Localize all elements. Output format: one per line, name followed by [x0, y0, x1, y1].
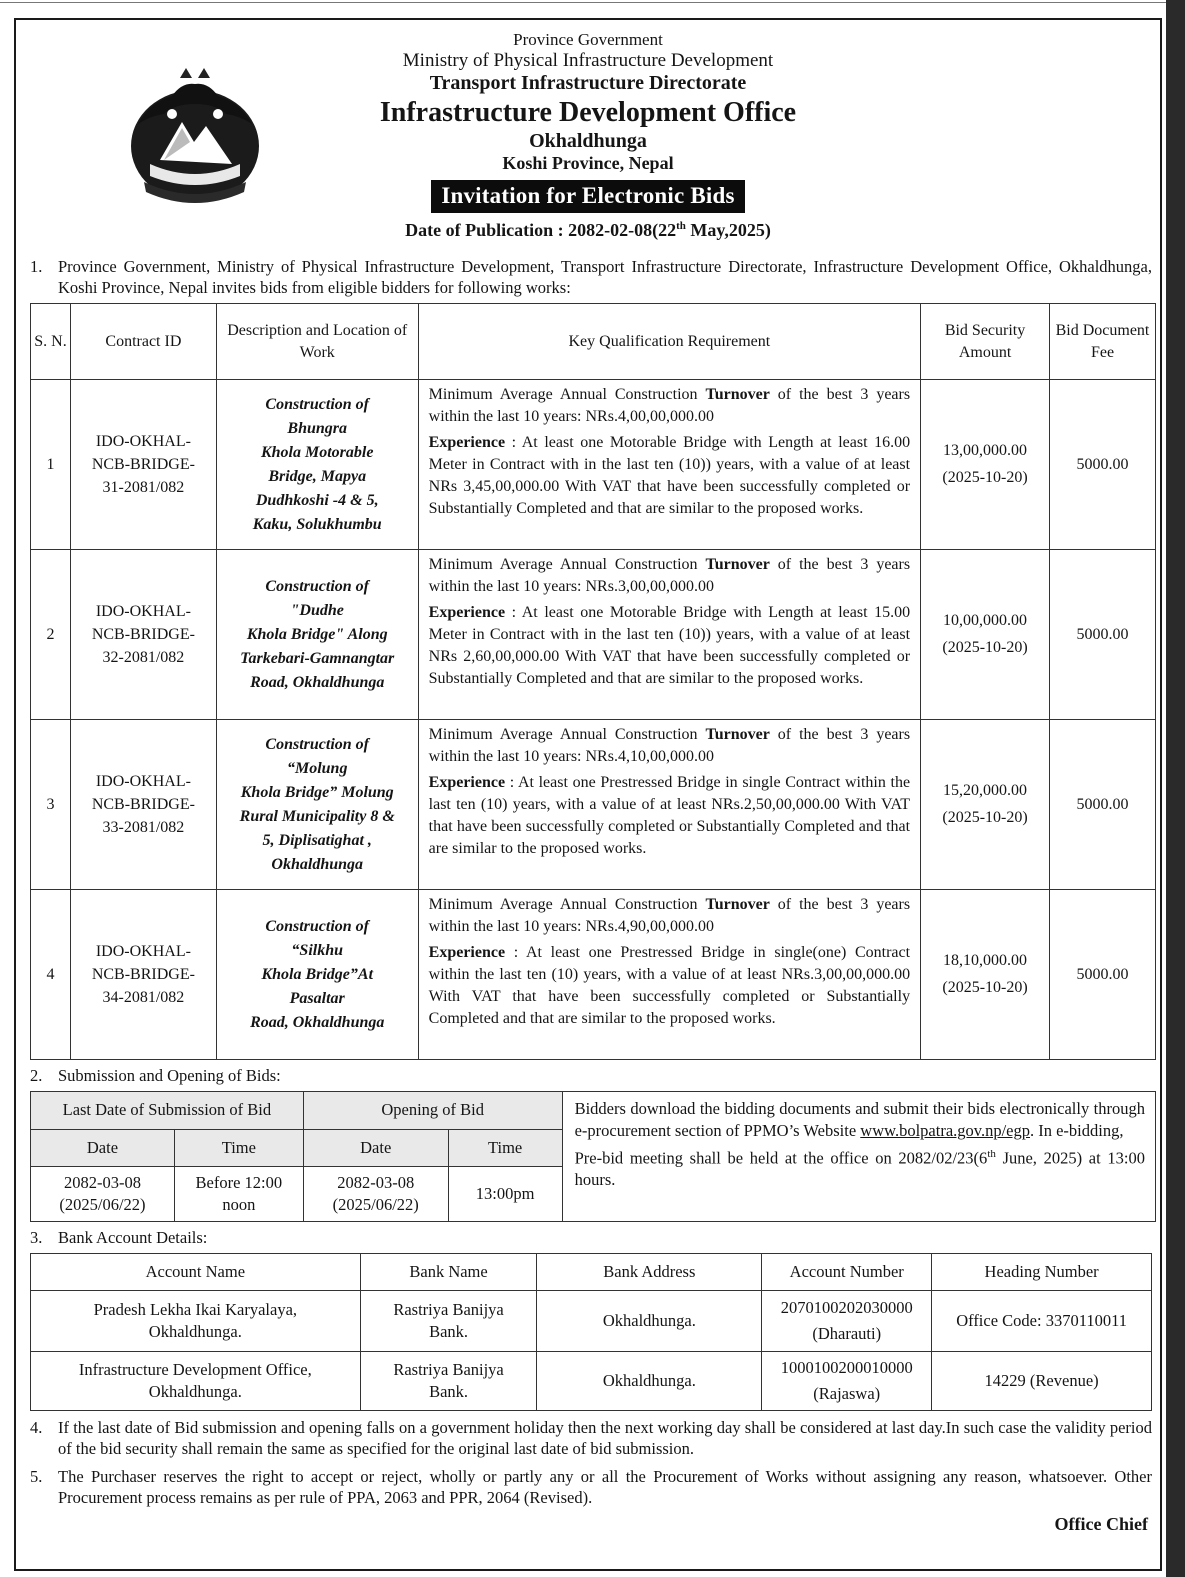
notice-title: Invitation for Electronic Bids: [431, 180, 744, 212]
account-number: 2070100202030000 (Dharauti): [762, 1291, 932, 1352]
table-row: [31, 890, 1156, 1060]
row-security: 18,10,000.00 (2025-10-20): [921, 890, 1050, 1060]
account-name: Pradesh Lekha Ikai Karyalaya, Okhaldhunga.: [31, 1291, 361, 1352]
table-row: [31, 380, 1156, 550]
directorate-name: Transport Infrastructure Directorate: [429, 72, 747, 95]
header-account-number: Account Number: [762, 1254, 932, 1291]
row-security: 13,00,000.00 (2025-10-20): [921, 380, 1050, 550]
open-time: 13:00pm: [448, 1167, 562, 1222]
intro-paragraph: 1. Province Government, Ministry of Physical Infrastructure Development, Transport Infrastructure Directorate, Infrastructure Development Office, Okhaldhunga, Koshi Province, Nepal invites bids from eligible bidders for following works:: [30, 257, 1152, 298]
submission-heading: 2. Submission and Opening of Bids:: [30, 1066, 281, 1085]
submit-date-label: Date: [31, 1130, 175, 1167]
row-requirement: [418, 720, 920, 890]
row-requirement: [418, 550, 920, 720]
submit-time: Before 12:00 noon: [174, 1167, 303, 1222]
right-edge-bar: [1166, 0, 1185, 1577]
row-sn: 4: [31, 890, 71, 1060]
submit-date: 2082-03-08 (2025/06/22): [31, 1167, 175, 1222]
header-heading-number: Heading Number: [932, 1254, 1152, 1291]
pre-bid-meeting-note: Pre-bid meeting shall be held at the office on 2082/02/23(6th June, 2025) at 13:00 hours.: [574, 1147, 1145, 1190]
row-fee: 5000.00: [1050, 550, 1156, 720]
row-fee: 5000.00: [1050, 380, 1156, 550]
submit-time-label: Time: [174, 1130, 303, 1167]
table-row: [31, 720, 1156, 890]
row-description: Construction of “Silkhu Khola Bridge”At Pasaltar Road, Okhaldhunga: [216, 890, 418, 1060]
row-description: Construction of Bhungra Khola Motorable Bridge, Mapya Dudhkoshi -4 & 5, Kaku, Solukhumbu: [216, 380, 418, 550]
row-contract-id: IDO-OKHAL- NCB-BRIDGE- 33-2081/082: [70, 720, 216, 890]
e-bidding-note: Bidders download the bidding documents and submit their bids electronically through e-procurement section of PPMO’s Website www.bolpatra.gov.np/egp. In e-bidding,: [574, 1099, 1145, 1141]
bank-address: Okhaldhunga.: [537, 1352, 762, 1411]
row-contract-id: IDO-OKHAL- NCB-BRIDGE- 32-2081/082: [70, 550, 216, 720]
turnover-requirement: Minimum Average Annual Construction Turnover of the best 3 years within the last 10 years: NRs.4,10,00,000.00: [428, 726, 911, 766]
bid-notice-page: [14, 18, 1162, 1571]
turnover-requirement: Minimum Average Annual Construction Turnover of the best 3 years within the last 10 years: NRs.3,00,00,000.00: [428, 556, 911, 596]
experience-requirement: Experience : At least one Motorable Bridge with Length at least 16.00 Meter in Contract with in the last ten (10)) years, with a value of at least NRs 3,45,00,000.00 With VAT that have been successfully completed or Substantially Completed and that are similar to the proposed works.: [428, 434, 911, 518]
turnover-requirement: Minimum Average Annual Construction Turnover of the best 3 years within the last 10 years: NRs.4,90,00,000.00: [428, 896, 911, 936]
row-requirement: [418, 890, 920, 1060]
heading-number: Office Code: 3370110011: [932, 1291, 1152, 1352]
works-header-row: [31, 304, 1156, 380]
bank-address: Okhaldhunga.: [537, 1291, 762, 1352]
province-name: Koshi Province, Nepal: [502, 153, 674, 174]
bank-heading: 3. Bank Account Details:: [30, 1228, 208, 1247]
row-sn: 3: [31, 720, 71, 890]
submission-table: [30, 1091, 1156, 1222]
row-sn: 2: [31, 550, 71, 720]
holiday-note: 4. If the last date of Bid submission and opening falls on a government holiday then the next working day shall be considered at last day.In such case the validity period of the bid security shall remain the same as specified for the original last date of bid submission.: [30, 1418, 1152, 1459]
office-name: Infrastructure Development Office: [379, 97, 797, 129]
account-number: 1000100200010000 (Rajaswa): [762, 1352, 932, 1411]
row-description: Construction of “Molung Khola Bridge” Molung Rural Municipality 8 & 5, Diplisatighat , Okhaldhunga: [216, 720, 418, 890]
ppmo-website-link[interactable]: www.bolpatra.gov.np/egp: [860, 1121, 1030, 1141]
account-name: Infrastructure Development Office, Okhaldhunga.: [31, 1352, 361, 1411]
header-security: Bid Security Amount: [921, 304, 1050, 380]
header-account-name: Account Name: [31, 1254, 361, 1291]
works-table: [30, 303, 1156, 1060]
table-row: [31, 550, 1156, 720]
row-fee: 5000.00: [1050, 720, 1156, 890]
row-fee: 5000.00: [1050, 890, 1156, 1060]
experience-requirement: Experience : At least one Motorable Bridge with Length at least 15.00 Meter in Contract with in the last ten (10)) years, with a value of at least NRs 2,60,00,000.00 With VAT that have been successfully completed or Substantially Completed and that are similar to the proposed works.: [428, 604, 911, 688]
letterhead: [16, 30, 1160, 241]
bank-name: Rastriya Banijya Bank.: [360, 1291, 537, 1352]
row-sn: 1: [31, 380, 71, 550]
open-date-label: Date: [303, 1130, 448, 1167]
header-sn: S. N.: [31, 304, 71, 380]
district-name: Okhaldhunga: [529, 129, 647, 152]
bank-name: Rastriya Banijya Bank.: [360, 1352, 537, 1411]
row-description: Construction of "Dudhe Khola Bridge" Along Tarkebari-Gamnangtar Road, Okhaldhunga: [216, 550, 418, 720]
row-security: 10,00,000.00 (2025-10-20): [921, 550, 1050, 720]
turnover-requirement: Minimum Average Annual Construction Turnover of the best 3 years within the last 10 years: NRs.4,00,00,000.00: [428, 386, 911, 426]
open-date: 2082-03-08 (2025/06/22): [303, 1167, 448, 1222]
row-contract-id: IDO-OKHAL- NCB-BRIDGE- 31-2081/082: [70, 380, 216, 550]
row-contract-id: IDO-OKHAL- NCB-BRIDGE- 34-2081/082: [70, 890, 216, 1060]
experience-requirement: Experience : At least one Prestressed Bridge in single(one) Contract within the last ten (10) years, with a value of at least NRs.3,00,00,000.00 With VAT that have been successfully completed or Substantially Completed and that are similar to the proposed works.: [428, 944, 911, 1028]
header-bank-address: Bank Address: [537, 1254, 762, 1291]
header-description: Description and Location of Work: [216, 304, 418, 380]
bank-header-row: [31, 1254, 1152, 1291]
purchaser-rights-note: 5. The Purchaser reserves the right to accept or reject, wholly or partly any or all the Procurement of Works without assigning any reason, whatsoever. Other Procurement process remains as per rule of PPA, 2063 and PPR, 2064 (Revised).: [30, 1467, 1152, 1508]
top-border-line: [0, 2, 1166, 3]
open-time-label: Time: [448, 1130, 562, 1167]
opening-header: Opening of Bid: [303, 1092, 562, 1130]
ministry-name: Ministry of Physical Infrastructure Development: [402, 50, 774, 72]
header-bank-name: Bank Name: [360, 1254, 537, 1291]
government-name: Province Government: [513, 30, 663, 49]
table-row: [31, 1352, 1152, 1411]
header-contract-id: Contract ID: [70, 304, 216, 380]
last-date-header: Last Date of Submission of Bid: [31, 1092, 304, 1130]
bank-table: [30, 1253, 1152, 1411]
row-security: 15,20,000.00 (2025-10-20): [921, 720, 1050, 890]
submission-info: [562, 1092, 1155, 1222]
header-requirement: Key Qualification Requirement: [418, 304, 920, 380]
heading-number: 14229 (Revenue): [932, 1352, 1152, 1411]
experience-requirement: Experience : At least one Prestressed Bridge in single Contract within the last ten (10) years, with a value of at least NRs.2,50,00,000.00 With VAT that have been successfully completed or Substantially Completed and that are similar to the proposed works.: [428, 774, 911, 858]
submission-header-row: [31, 1092, 1156, 1130]
office-chief-signature: Office Chief: [1054, 1514, 1148, 1534]
row-requirement: [418, 380, 920, 550]
table-row: [31, 1291, 1152, 1352]
header-fee: Bid Document Fee: [1050, 304, 1156, 380]
publication-date: Date of Publication : 2082-02-08(22th May,2025): [405, 219, 771, 240]
